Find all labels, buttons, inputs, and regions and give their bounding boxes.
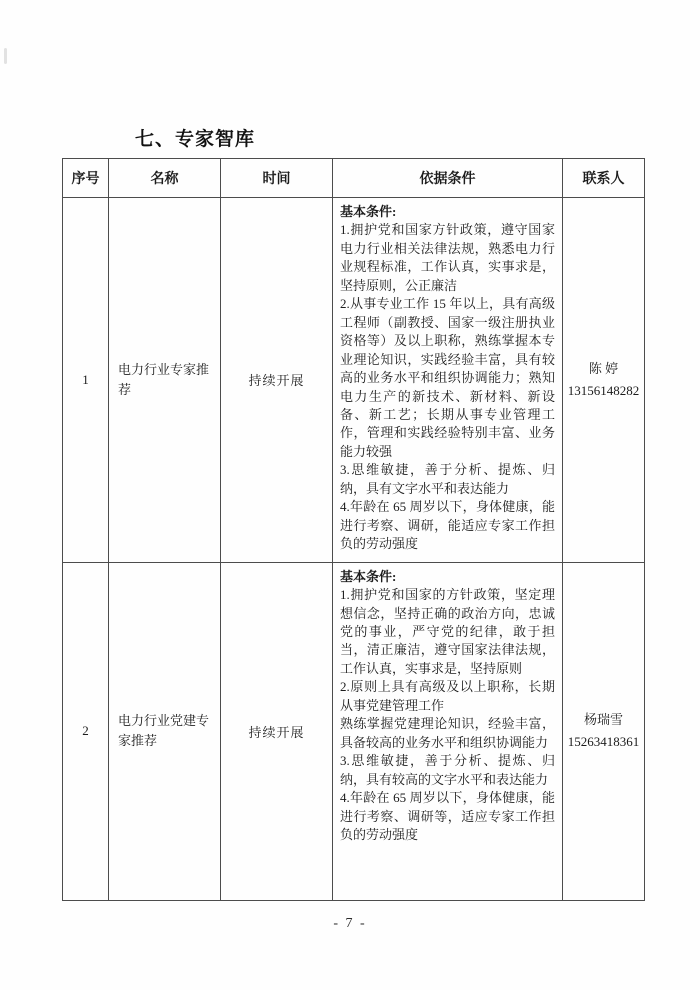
condition-item: 4.年龄在 65 周岁以下，身体健康，能进行考察、调研，能适应专家工作担负的劳动强度	[340, 499, 555, 552]
table-row	[63, 198, 645, 563]
row-contact	[563, 562, 645, 900]
row-no: 2	[63, 562, 109, 900]
row-no: 1	[63, 198, 109, 563]
row-time: 持续开展	[221, 198, 333, 563]
row-conditions	[333, 562, 563, 900]
condition-item: 1.拥护党和国家方针政策，遵守国家电力行业相关法律法规，熟悉电力行业规程标准，工作认真，实事求是，坚持原则，公正廉洁	[340, 222, 555, 293]
col-header-name: 名称	[109, 159, 221, 198]
row-conditions	[333, 198, 563, 563]
row-time: 持续开展	[221, 562, 333, 900]
contact-name: 杨瑞雪	[583, 712, 623, 728]
contact-name: 陈 婷	[588, 360, 619, 376]
condition-item: 2.原则上具有高级及以上职称，长期从事党建管理工作	[340, 679, 555, 713]
scan-artifact	[4, 48, 7, 64]
condition-item: 熟练掌握党建理论知识，经验丰富，具备较高的业务水平和组织协调能力	[340, 716, 555, 750]
condition-item: 4.年龄在 65 周岁以下，身体健康，能进行考察、调研等，适应专家工作担负的劳动强度	[340, 790, 555, 842]
condition-item: 3.思维敏捷，善于分析、提炼、归纳，具有文字水平和表达能力	[340, 462, 555, 496]
condition-item: 3.思维敏捷，善于分析、提炼、归纳，具有较高的文字水平和表达能力	[340, 753, 555, 787]
row-contact	[563, 198, 645, 563]
page-number: - 7 -	[333, 916, 367, 931]
col-header-contact: 联系人	[563, 159, 645, 198]
expert-think-tank-table	[62, 158, 645, 901]
condition-item: 2.从事专业工作 15 年以上，具有高级工程师（副教授、国家一级注册执业资格等）及以上职称，熟练掌握本专业理论知识，实践经验丰富，具有较高的业务水平和组织协调能力；熟知电力生产的新技术、新材料、新设备、新工艺；长期从事专业管理工作，管理和实践经验特别丰富、业务能力较强	[340, 296, 555, 459]
header-row	[63, 159, 645, 198]
row-name: 电力行业党建专家推荐	[109, 562, 221, 900]
condition-item: 1.拥护党和国家的方针政策，坚定理想信念，坚持正确的政治方向，忠诚党的事业，严守党的纪律，敢于担当，清正廉洁，遵守国家法律法规，工作认真，实事求是，坚持原则	[340, 587, 555, 676]
row-name: 电力行业专家推荐	[109, 198, 221, 563]
table-header	[63, 159, 645, 198]
contact-phone: 15263418361	[567, 734, 640, 750]
section-title: 七、专家智库	[135, 129, 256, 150]
col-header-time: 时间	[221, 159, 333, 198]
conditions-title: 基本条件:	[340, 204, 397, 219]
table-row	[63, 562, 645, 900]
col-header-conditions: 依据条件	[333, 159, 563, 198]
contact-phone: 13156148282	[567, 382, 640, 398]
col-header-no: 序号	[63, 159, 109, 198]
conditions-title: 基本条件:	[340, 568, 397, 584]
